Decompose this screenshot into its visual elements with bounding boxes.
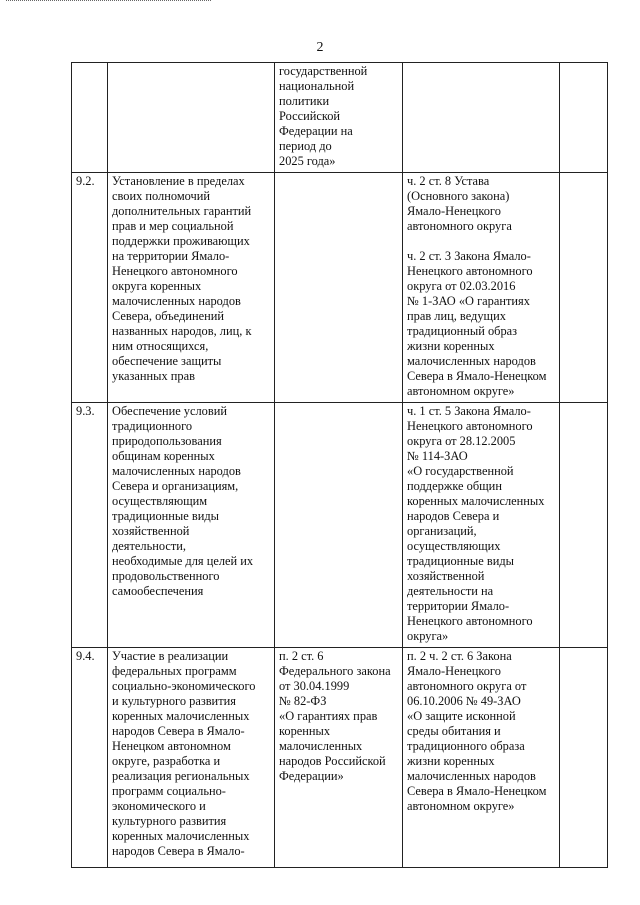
cell-text-line: Ямало-Ненецкого (407, 204, 501, 218)
cell-text-line: традиционные виды (112, 509, 219, 523)
cell-text-line: осуществляющим (112, 494, 208, 508)
cell-text-line: природопользования (112, 434, 222, 448)
cell-text-line: Севера и организациям, (112, 479, 239, 493)
cell-text-line: 06.10.2006 № 49-ЗАО (407, 694, 521, 708)
cell-text-line: дополнительных гарантий (112, 204, 252, 218)
cell-text-line: период до (279, 139, 332, 153)
cell-text-line: Федерального закона (279, 664, 391, 678)
cell-text-line: Севера, объединений (112, 309, 224, 323)
cell-text-line: осуществляющих (407, 539, 501, 553)
cell-text-line: Севера в Ямало-Ненецком (407, 369, 547, 383)
cell-text-line: народов Севера и (407, 509, 500, 523)
cell-text-line: (Основного закона) (407, 189, 510, 203)
table-row (72, 63, 608, 173)
cell-text-line: п. 2 ч. 2 ст. 6 Закона (407, 649, 512, 663)
cell-text-line: общинам коренных (112, 449, 215, 463)
note-cell (560, 63, 608, 173)
cell-text-line: государственной (279, 64, 368, 78)
cell-text-line: жизни коренных (407, 339, 495, 353)
cell-text-line: ч. 1 ст. 5 Закона Ямало- (407, 404, 531, 418)
cell-text-line: Севера в Ямало-Ненецком (407, 784, 547, 798)
cell-text-line: малочисленных народов (407, 769, 536, 783)
cell-text-line: округа от 02.03.2016 (407, 279, 516, 293)
cell-text-line: Ямало-Ненецкого (407, 664, 501, 678)
cell-text-line: политики (279, 94, 330, 108)
regional-basis-cell (403, 63, 560, 173)
cell-text-line: Установление в пределах (112, 174, 245, 188)
cell-text-line: Обеспечение условий (112, 404, 227, 418)
cell-text-line: продовольственного (112, 569, 220, 583)
cell-text-line: деятельности, (112, 539, 187, 553)
cell-text-line: народов Российской (279, 754, 386, 768)
note-cell (560, 648, 608, 868)
cell-text-line: необходимые для целей их (112, 554, 254, 568)
cell-text-line: коренных малочисленных (112, 709, 250, 723)
row-number-cell: 9.2. (72, 173, 108, 403)
cell-text-line: округа» (407, 629, 449, 643)
cell-text-line: «О государственной (407, 464, 514, 478)
cell-text-line: № 82-ФЗ (279, 694, 327, 708)
federal-basis-cell (275, 648, 403, 868)
cell-text-line: экономического и (112, 799, 206, 813)
cell-text-line: прав лиц, ведущих (407, 309, 506, 323)
cell-text-line: Федерации на (279, 124, 353, 138)
measure-cell (108, 648, 275, 868)
note-cell (560, 173, 608, 403)
cell-text-line: № 114-ЗАО (407, 449, 468, 463)
cell-text-line: социально-экономического (112, 679, 256, 693)
row-number-cell (72, 63, 108, 173)
cell-text-line: организаций, (407, 524, 477, 538)
cell-text-line: и культурного развития (112, 694, 236, 708)
page-number: 2 (316, 40, 324, 55)
note-cell (560, 403, 608, 648)
cell-text-line: 2025 года» (279, 154, 336, 168)
cell-text-line: «О гарантиях прав (279, 709, 378, 723)
cell-text-line: автономного округа (407, 219, 512, 233)
cell-text-line: малочисленных (279, 739, 363, 753)
cell-text-line: традиционный образ (407, 324, 518, 338)
cell-text-line: хозяйственной (112, 524, 190, 538)
table-row (72, 173, 608, 403)
cell-text-line: округа от 28.12.2005 (407, 434, 516, 448)
cell-text-line: Участие в реализации (112, 649, 229, 663)
cell-text-line: жизни коренных (407, 754, 495, 768)
federal-basis-cell (275, 173, 403, 403)
regional-basis-cell (403, 403, 560, 648)
cell-text-line: автономном округе» (407, 384, 515, 398)
cell-text-line: коренных (279, 724, 331, 738)
cell-text-line: национальной (279, 79, 355, 93)
measure-cell (108, 63, 275, 173)
cell-text-line: Федерации» (279, 769, 344, 783)
cell-text-line: «О защите исконной (407, 709, 516, 723)
cell-text-line: Ненецком автономном (112, 739, 231, 753)
regional-basis-cell (403, 648, 560, 868)
cell-text-line: обеспечение защиты (112, 354, 222, 368)
cell-text-line: народов Севера в Ямало- (112, 844, 245, 858)
cell-text-line: самообеспечения (112, 584, 204, 598)
cell-text-line: реализация региональных (112, 769, 250, 783)
legal-table (71, 62, 608, 868)
cell-text-line: № 1-ЗАО «О гарантиях (407, 294, 530, 308)
regional-basis-cell (403, 173, 560, 403)
cell-text-line: своих полномочий (112, 189, 211, 203)
cell-text-line: традиционного образа (407, 739, 525, 753)
top-scan-rule (6, 0, 211, 3)
cell-text-line: Ненецкого автономного (407, 419, 533, 433)
cell-text-line: культурного развития (112, 814, 227, 828)
cell-text-line: ч. 2 ст. 3 Закона Ямало- (407, 249, 531, 263)
cell-text-line: от 30.04.1999 (279, 679, 350, 693)
row-number-cell: 9.3. (72, 403, 108, 648)
cell-text-line: п. 2 ст. 6 (279, 649, 324, 663)
cell-text-line: малочисленных народов (112, 294, 241, 308)
cell-text-line: прав и мер социальной (112, 219, 234, 233)
measure-cell (108, 403, 275, 648)
cell-text-line: названных народов, лиц, к (112, 324, 252, 338)
cell-text-line: среды обитания и (407, 724, 501, 738)
cell-text-line: малочисленных народов (112, 464, 241, 478)
federal-basis-cell (275, 403, 403, 648)
cell-text-line: коренных малочисленных (112, 829, 250, 843)
measure-cell (108, 173, 275, 403)
cell-text-line: Российской (279, 109, 341, 123)
cell-text-line: поддержке общин (407, 479, 502, 493)
cell-text-line: ним относящихся, (112, 339, 209, 353)
cell-text-line: малочисленных народов (407, 354, 536, 368)
cell-text-line: территории Ямало- (407, 599, 510, 613)
cell-text-line: Ненецкого автономного (407, 614, 533, 628)
row-number-cell: 9.4. (72, 648, 108, 868)
cell-text-line: деятельности на (407, 584, 494, 598)
cell-text-line: автономном округе» (407, 799, 515, 813)
cell-text-line: округе, разработка и (112, 754, 221, 768)
cell-text-line: поддержки проживающих (112, 234, 250, 248)
table-row (72, 403, 608, 648)
cell-text-line: хозяйственной (407, 569, 485, 583)
cell-text-line: округа коренных (112, 279, 202, 293)
cell-text-line: коренных малочисленных (407, 494, 545, 508)
cell-text-line: автономного округа от (407, 679, 527, 693)
cell-text-line: на территории Ямало- (112, 249, 230, 263)
cell-text-line: Ненецкого автономного (407, 264, 533, 278)
cell-text-line: традиционного (112, 419, 193, 433)
cell-text-line: федеральных программ (112, 664, 237, 678)
paragraph-gap (407, 234, 556, 249)
cell-text-line: программ социально- (112, 784, 226, 798)
table-row (72, 648, 608, 868)
cell-text-line: традиционные виды (407, 554, 514, 568)
federal-basis-cell (275, 63, 403, 173)
cell-text-line: указанных прав (112, 369, 195, 383)
cell-text-line: ч. 2 ст. 8 Устава (407, 174, 490, 188)
cell-text-line: народов Севера в Ямало- (112, 724, 245, 738)
cell-text-line: Ненецкого автономного (112, 264, 238, 278)
